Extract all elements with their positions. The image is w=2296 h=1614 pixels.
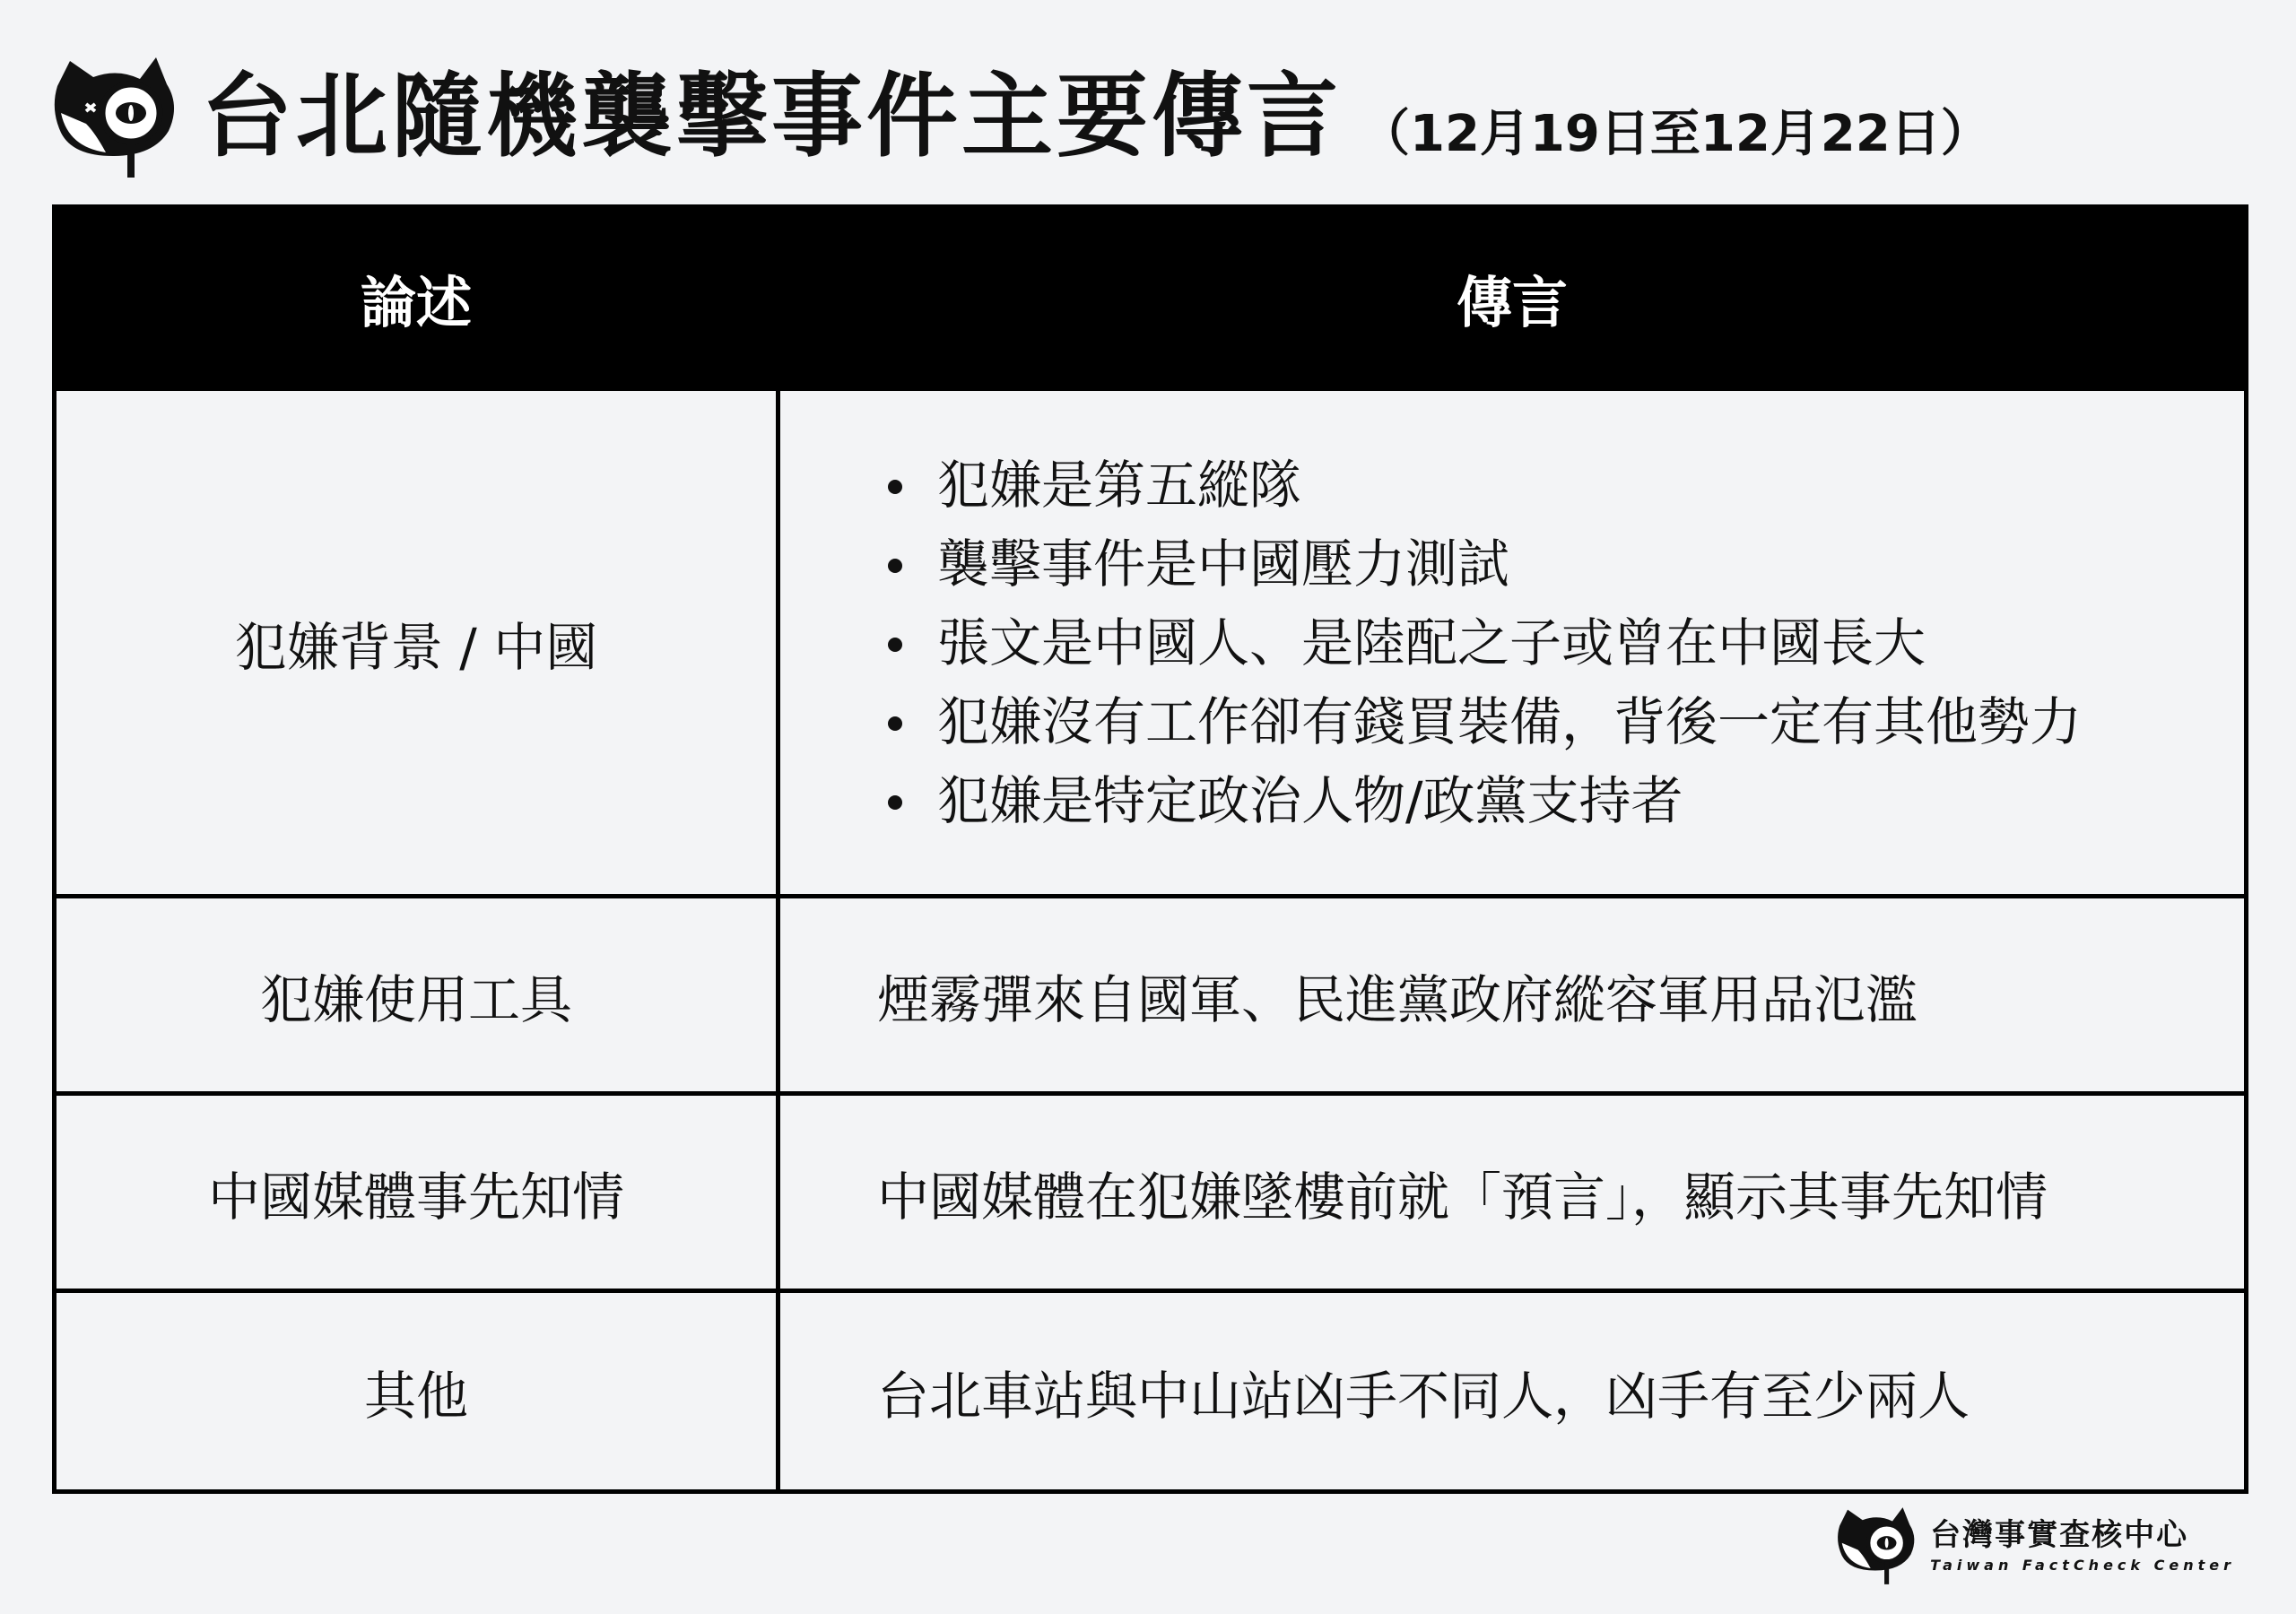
page-header	[50, 50, 2248, 185]
claim-cell: 犯嫌背景 / 中國	[55, 389, 778, 897]
list-item: 張文是中國人、是陸配之子或曾在中國長大	[888, 603, 2243, 682]
table-row	[55, 1094, 2247, 1291]
list-item: 犯嫌是第五縱隊	[888, 446, 2243, 525]
rumor-cell: 台北車站與中山站凶手不同人，凶手有至少兩人	[778, 1291, 2247, 1492]
rumor-list	[888, 446, 2243, 840]
list-item: 犯嫌沒有工作卻有錢買裝備，背後一定有其他勢力	[888, 682, 2243, 761]
column-header-rumor: 傳言	[778, 207, 2247, 389]
page-title: 台北隨機襲擊事件主要傳言	[201, 64, 1342, 170]
claim-cell: 其他	[55, 1291, 778, 1492]
date-range: （12月19日至12月22日）	[1360, 105, 1991, 163]
rumor-cell: 中國媒體在犯嫌墜樓前就「預言」，顯示其事先知情	[778, 1094, 2247, 1291]
table-header-row	[55, 207, 2247, 389]
claim-cell: 犯嫌使用工具	[55, 897, 778, 1094]
rumor-cell	[778, 389, 2247, 897]
org-name: 台灣事實查核中心	[1930, 1517, 2189, 1553]
table-row	[55, 1291, 2247, 1492]
list-item: 犯嫌是特定政治人物/政黨支持者	[888, 761, 2243, 840]
list-item: 襲擊事件是中國壓力測試	[888, 525, 2243, 603]
claim-cell: 中國媒體事先知情	[55, 1094, 778, 1291]
org-name-block	[1930, 1515, 2235, 1576]
cat-magnifier-icon	[1835, 1503, 1921, 1589]
org-footer	[1835, 1503, 2235, 1589]
table-row	[55, 897, 2247, 1094]
column-header-claim: 論述	[55, 207, 778, 389]
rumor-cell: 煙霧彈來自國軍、民進黨政府縱容軍用品氾濫	[778, 897, 2247, 1094]
rumor-table	[52, 204, 2248, 1494]
table-row	[55, 389, 2247, 897]
cat-magnifier-icon	[50, 50, 185, 185]
org-name-en: Taiwan FactCheck Center	[1930, 1557, 2235, 1574]
